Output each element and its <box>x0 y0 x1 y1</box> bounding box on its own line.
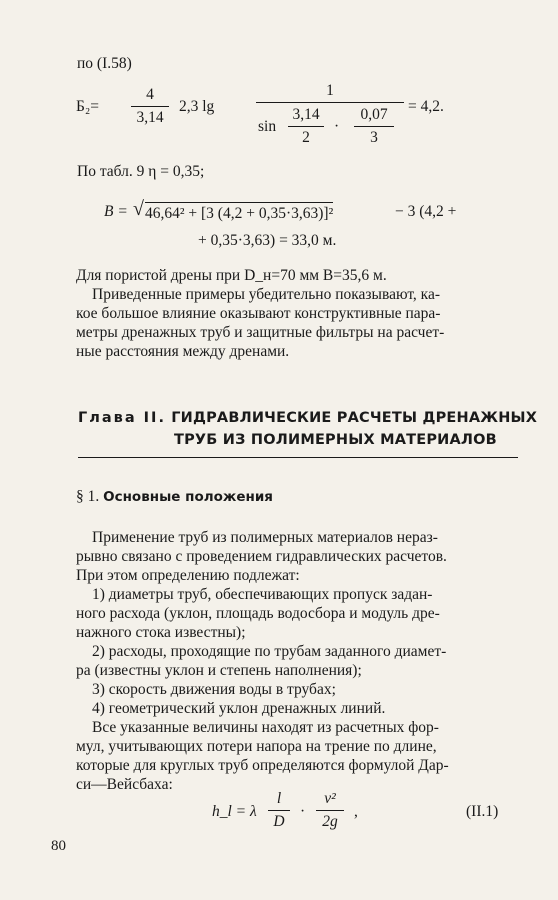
fraction-denominator: 3,14 <box>136 109 164 126</box>
body-line: 1) диаметры труб, обеспечивающих пропуск задан- <box>92 586 433 603</box>
sin-function: sin <box>258 118 277 135</box>
fraction-4-over-pi <box>131 86 169 127</box>
fraction-l-over-d <box>268 790 290 831</box>
body-line: Все указанные величины находят из расчетных фор- <box>92 719 439 736</box>
formula-reference: по (I.58) <box>77 55 132 72</box>
chapter-heading <box>78 410 537 426</box>
fraction-numerator: 4 <box>146 86 154 103</box>
chapter-prefix: Глава II. <box>78 410 166 426</box>
formula-b2-log: 2,3 lg <box>179 98 215 115</box>
fraction-denominator: D <box>273 813 285 830</box>
body-line: си—Вейсбаха: <box>76 776 173 793</box>
formula-b-tail: − 3 (4,2 + <box>395 203 457 220</box>
fraction-one-over-sin <box>256 82 404 105</box>
table-reference-line: По табл. 9 η = 0,35; <box>77 163 205 180</box>
paragraph-line: кое большое влияние оказывают конструктивные пара- <box>76 305 441 322</box>
fraction-v2-over-2g <box>316 790 344 831</box>
fraction-numerator: l <box>276 790 282 807</box>
multiply-dot: · <box>300 803 306 820</box>
sqrt-sign: √ <box>133 198 144 220</box>
paragraph-line: метры дренажных труб и защитные фильтры на расчет- <box>76 324 445 341</box>
fraction-numerator: v² <box>324 790 336 807</box>
body-line: ра (известны уклон и степень наполнения); <box>76 662 362 679</box>
fraction-denominator: 3 <box>370 129 378 146</box>
chapter-divider <box>78 457 518 458</box>
formula-comma: , <box>354 803 358 820</box>
sqrt-radicand: 46,64² + [3 (4,2 + 0,35·3,63)]² <box>145 202 333 224</box>
body-line: которые для круглых труб определяются формулой Дар- <box>76 757 449 774</box>
formula-b-lhs: B = <box>104 203 128 220</box>
chapter-title-line2: ТРУБ ИЗ ПОЛИМЕРНЫХ МАТЕРИАЛОВ <box>174 432 497 448</box>
body-line: 3) скорость движения воды в трубах; <box>92 681 336 698</box>
formula-b2-lhs: Б₂= <box>76 98 100 115</box>
fraction-007-over-3 <box>354 106 394 147</box>
paragraph-line: ные расстояния между дренами. <box>76 343 290 360</box>
formula-b2 <box>76 82 496 152</box>
formula-b-line2: + 0,35·3,63) = 33,0 м. <box>198 232 337 249</box>
equation-number: (II.1) <box>466 803 499 820</box>
body-line: нажного стока известны); <box>76 624 246 641</box>
body-line: мул, учитывающих потери напора на трение по длине, <box>76 738 437 755</box>
section-number: § 1. <box>76 488 100 505</box>
section-title: Основные положения <box>103 489 273 505</box>
chapter-title-line1: ГИДРАВЛИЧЕСКИЕ РАСЧЕТЫ ДРЕНАЖНЫХ <box>171 410 538 426</box>
fraction-numerator: 0,07 <box>360 106 388 123</box>
fraction-denominator: 2 <box>302 129 310 146</box>
body-line: 2) расходы, проходящие по трубам заданного диамет- <box>92 643 447 660</box>
body-line: Применение труб из полимерных материалов нераз- <box>92 529 438 546</box>
formula-darcy-weisbach <box>212 788 512 838</box>
page-number: 80 <box>51 838 66 854</box>
multiply-dot: · <box>334 118 340 135</box>
section-heading <box>76 487 273 507</box>
fraction-numerator: 3,14 <box>292 106 320 123</box>
paragraph-line: Приведенные примеры убедительно показывают, ка- <box>92 286 441 303</box>
formula-b2-result: = 4,2. <box>408 98 444 115</box>
body-line: рывно связано с проведением гидравлических расчетов. <box>76 548 447 565</box>
body-line: ного расхода (уклон, площадь водосбора и модуль дре- <box>76 605 440 622</box>
fraction-pi-over-2 <box>288 106 324 147</box>
fraction-denominator: 2g <box>322 813 338 830</box>
fraction-numerator: 1 <box>326 82 334 99</box>
formula-darcy-lhs: h_l = λ <box>212 803 257 820</box>
body-line: При этом определению подлежат: <box>76 567 300 584</box>
body-line: 4) геометрический уклон дренажных линий. <box>92 700 386 717</box>
paragraph-line: Для пористой дрены при D_н=70 мм B=35,6 м. <box>76 267 387 284</box>
